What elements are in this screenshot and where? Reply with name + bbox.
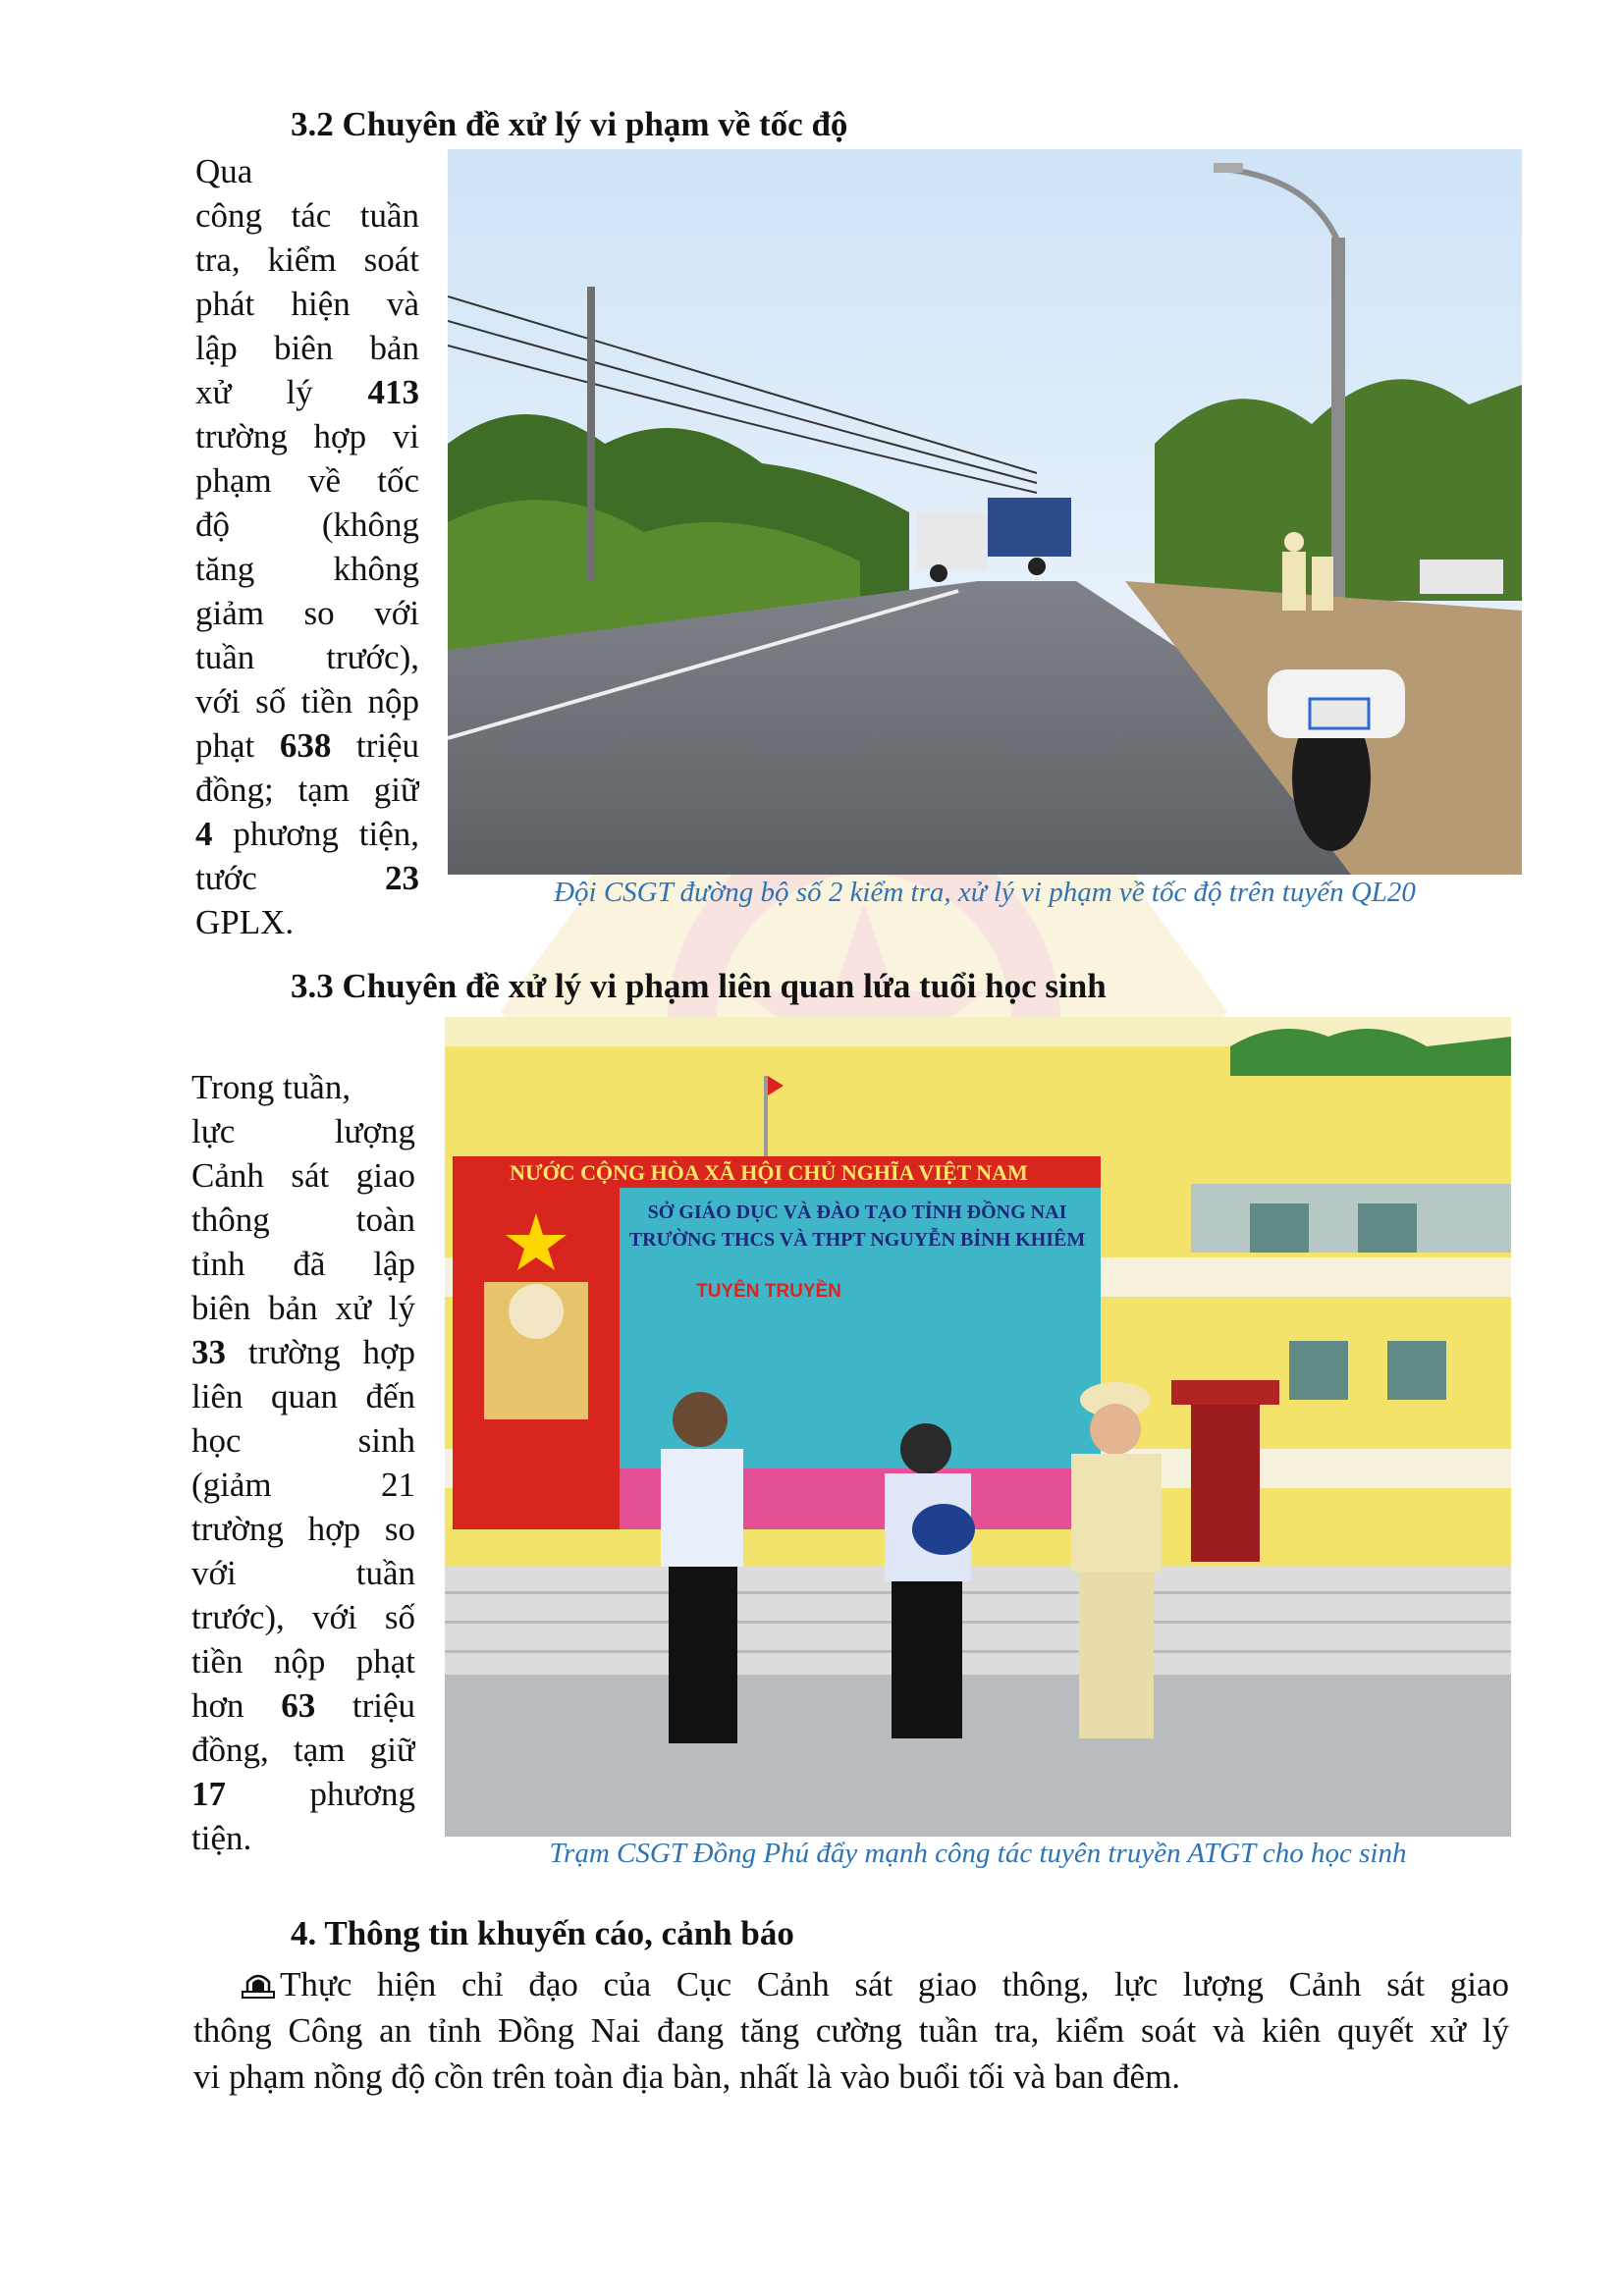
text-run: Qua [195,152,253,190]
text-run: tăng không [195,550,419,588]
text-run: với số tiền nộp [195,682,419,721]
text-run: tuần trước), [195,638,419,676]
text-line [191,1507,415,1551]
text-run: liên quan đến [191,1377,415,1415]
text-run: độ (không [195,506,419,544]
text-line [191,1683,415,1728]
text-line [195,503,419,547]
text-run: đồng; tạm giữ [195,771,419,809]
text-line [195,370,419,414]
text-run: trước), với số [191,1598,415,1636]
text-run: tước [195,859,385,897]
section-4-line-3: vi phạm nồng độ cồn trên toàn địa bàn, nhất là vào buổi tối và ban đêm. [193,2057,1181,2096]
text-line [191,1639,415,1683]
bold-figure: 33 [191,1333,226,1371]
text-line [195,768,419,812]
text-line [195,193,419,238]
bold-figure: 63 [281,1686,316,1725]
siren-icon [241,1968,276,2000]
speed-check-photo [448,149,1522,875]
text-run: trường hợp [226,1333,415,1371]
photo-caption-speed: Đội CSGT đường bộ số 2 kiểm tra, xử lý vi phạm về tốc độ trên tuyến QL20 [554,877,1416,908]
text-line [195,414,419,458]
text-run: công tác tuần [195,196,419,235]
text-run: trường hợp vi [195,417,419,455]
text-line [195,635,419,679]
section-3-2-text [195,149,419,944]
text-line [191,1242,415,1286]
bold-figure: 23 [385,859,419,897]
text-run: thông toàn [191,1201,415,1239]
text-run: hơn [191,1686,282,1725]
text-line [191,1374,415,1418]
section-3-3-heading: 3.3 Chuyên đề xử lý vi phạm liên quan lứa tuổi học sinh [291,967,1107,1005]
text-run: đồng, tạm giữ [191,1731,415,1769]
text-run: trường hợp so [191,1510,415,1548]
text-line [191,1816,415,1860]
banner-line-4: TUYÊN TRUYỀN [696,1281,841,1302]
section-4-paragraph [193,1961,1509,2100]
bold-figure: 4 [195,815,213,853]
text-line [195,591,419,635]
text-run: triệu [315,1686,415,1725]
section-4-heading: 4. Thông tin khuyến cáo, cảnh báo [291,1914,794,1952]
bold-figure: 638 [279,726,332,765]
section-4-line-2: thông Công an tỉnh Đồng Nai đang tăng cường tuần tra, kiểm soát và kiên quyết xử lý [193,2011,1509,2050]
text-line [191,1153,415,1198]
banner-line-2: SỞ GIÁO DỤC VÀ ĐÀO TẠO TỈNH ĐỒNG NAI [647,1201,1067,1223]
text-run: phương tiện, [212,815,419,853]
bold-figure: 413 [367,373,419,411]
text-run: phát hiện và [195,285,419,323]
text-run: học sinh [191,1421,415,1460]
text-run: lập biên bản [195,329,419,367]
banner-line-3: TRƯỜNG THCS VÀ THPT NGUYỄN BỈNH KHIÊM [628,1229,1086,1251]
text-line [191,1463,415,1507]
text-run: Trong tuần, [191,1068,352,1106]
text-line [191,1198,415,1242]
text-line [191,1065,415,1109]
text-run: (giảm 21 [191,1466,415,1504]
text-line [195,723,419,768]
photo-caption-school: Trạm CSGT Đồng Phú đẩy mạnh công tác tuyên truyền ATGT cho học sinh [549,1838,1407,1869]
text-run: phương [226,1775,415,1813]
text-run: tiền nộp phạt [191,1642,415,1681]
school-propaganda-photo [445,1017,1511,1837]
bold-figure: 17 [191,1775,226,1813]
text-run: với tuần [191,1554,415,1592]
text-line [195,547,419,591]
text-run: phạm về tốc [195,461,419,500]
text-run: giảm so với [195,594,419,632]
text-run: triệu [331,726,419,765]
section-3-2-heading: 3.2 Chuyên đề xử lý vi phạm về tốc độ [291,105,848,143]
text-line [195,856,419,900]
text-line [191,1772,415,1816]
text-run: biên bản xử lý [191,1289,415,1327]
text-run: GPLX. [195,903,295,941]
text-run: Cảnh sát giao [191,1156,415,1195]
text-line [191,1595,415,1639]
text-line [191,1109,415,1153]
text-line [195,679,419,723]
text-line [195,149,419,193]
text-line [191,1728,415,1772]
text-line [195,458,419,503]
section-3-3-text [191,1065,415,1860]
text-line [191,1330,415,1374]
text-line [195,900,419,944]
text-run: xử lý [195,373,368,411]
text-line [195,238,419,282]
text-line [195,282,419,326]
section-4-line-1: Thực hiện chỉ đạo của Cục Cảnh sát giao thông, lực lượng Cảnh sát giao [193,1961,1509,2007]
text-line [191,1551,415,1595]
text-run: lực lượng [191,1112,415,1150]
banner-line-1: NƯỚC CỘNG HÒA XÃ HỘI CHỦ NGHĨA VIỆT NAM [510,1160,1028,1185]
text-line [195,326,419,370]
text-run: tra, kiểm soát [195,240,419,279]
text-line [191,1418,415,1463]
text-run: phạt [195,726,280,765]
text-line [191,1286,415,1330]
text-run: tỉnh đã lập [191,1245,415,1283]
text-run: tiện. [191,1819,252,1857]
text-line [195,812,419,856]
